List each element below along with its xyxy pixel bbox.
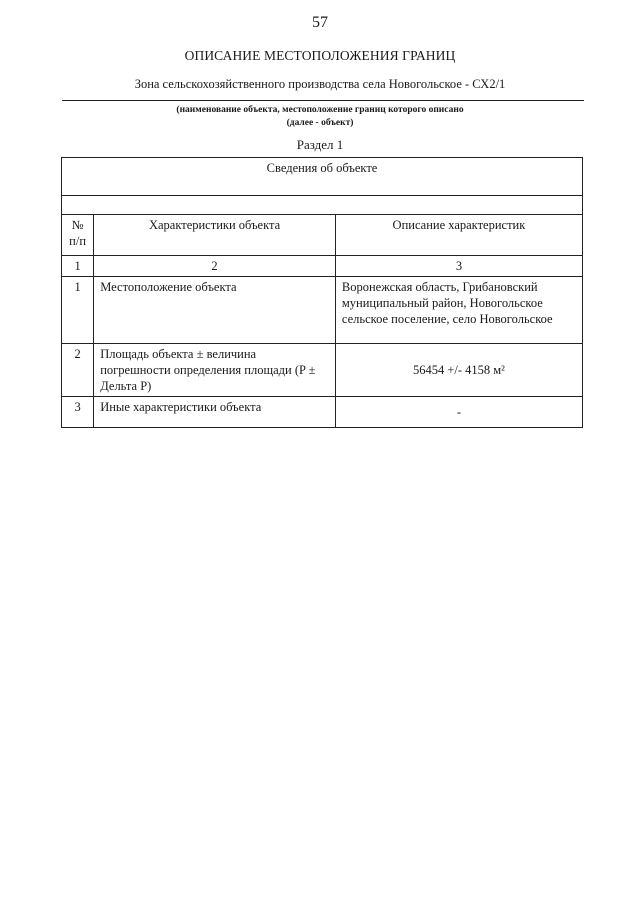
row-description: Воронежская область, Грибановский муниципальный район, Новогольское сельское поселение, село Новогольское: [335, 277, 582, 344]
table-row: [62, 397, 583, 428]
document-title: ОПИСАНИЕ МЕСТОПОЛОЖЕНИЯ ГРАНИЦ: [184, 48, 456, 63]
row-description: 56454 +/- 4158 м²: [335, 344, 582, 397]
object-name-caption: [0, 104, 640, 130]
column-header-characteristic: Характеристики объекта: [94, 215, 336, 256]
section-title: Раздел 1: [296, 137, 344, 152]
row-num: 3: [62, 397, 94, 428]
row-description: -: [335, 397, 582, 428]
table-row: [62, 277, 583, 344]
row-characteristic: Местоположение объекта: [94, 277, 336, 344]
table-header: Сведения об объекте: [62, 158, 583, 196]
row-num: 2: [62, 344, 94, 397]
column-header-num: № п/п: [62, 215, 94, 256]
row-num: 1: [62, 277, 94, 344]
table-header-row: [62, 158, 583, 196]
row-characteristic: Площадь объекта ± величина погрешности определения площади (P ± Дельта P): [94, 344, 336, 397]
column-header-row: [62, 215, 583, 256]
object-name: Зона сельскохозяйственного производства села Новогольское - СХ2/1: [134, 77, 506, 91]
object-name-underline: [62, 100, 584, 101]
page-number: 57: [312, 14, 328, 31]
column-header-description: Описание характеристик: [335, 215, 582, 256]
object-info-table: [61, 157, 583, 428]
table-spacer-row: [62, 196, 583, 215]
caption-line-1: (наименование объекта, местоположение границ которого описано: [176, 105, 464, 115]
column-index-row: [62, 256, 583, 277]
table-row: [62, 344, 583, 397]
caption-line-2: (далее - объект): [286, 118, 354, 128]
row-characteristic: Иные характеристики объекта: [94, 397, 336, 428]
column-index-1: 1: [62, 256, 94, 277]
table-spacer-cell: [62, 196, 583, 215]
column-index-3: 3: [335, 256, 582, 277]
column-index-2: 2: [94, 256, 336, 277]
